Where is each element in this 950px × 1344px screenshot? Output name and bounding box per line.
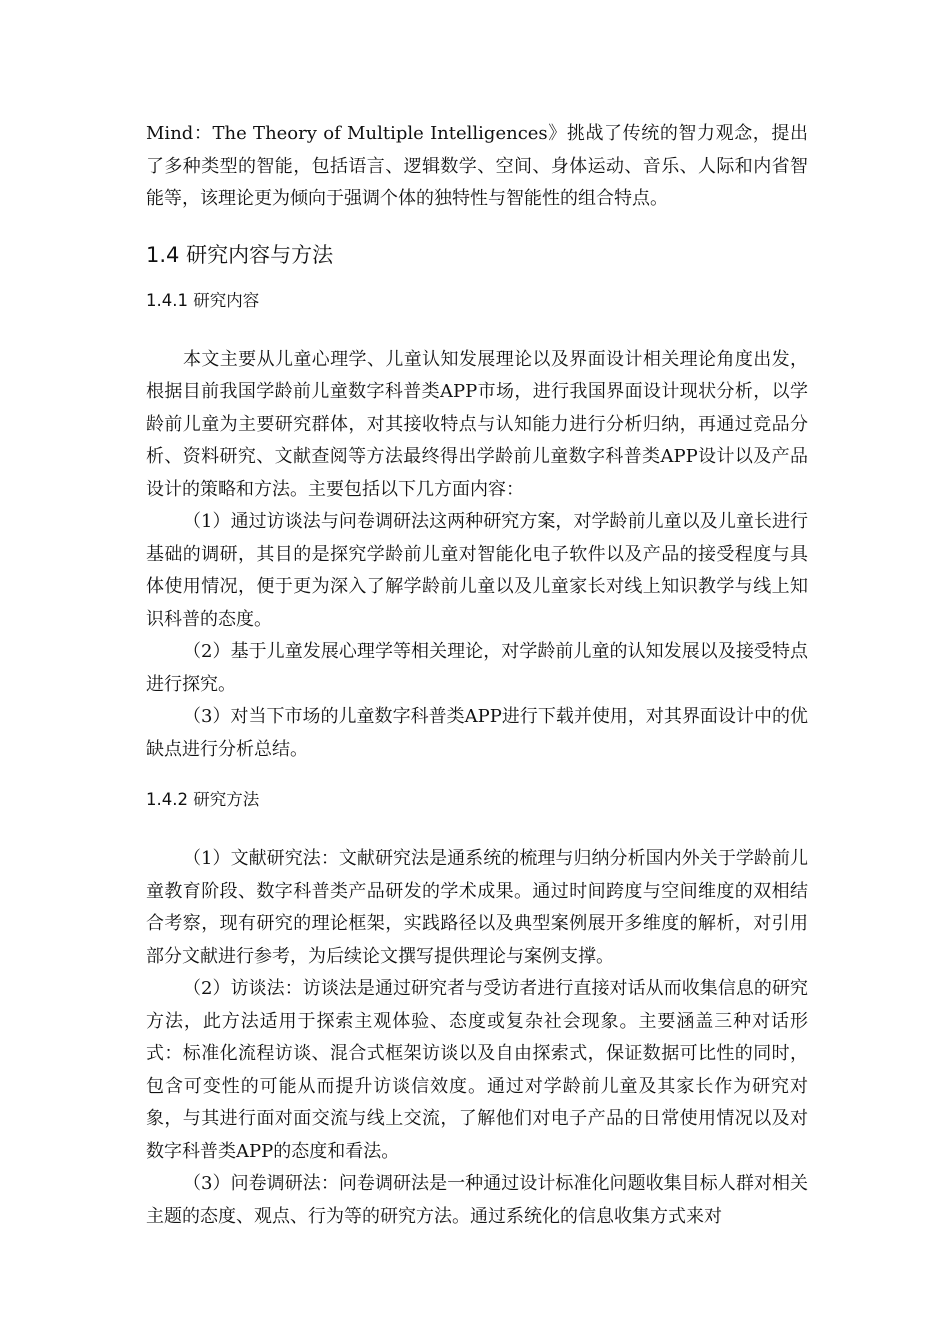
research-method-questionnaire: （3）问卷调研法：问卷调研法是一种通过设计标准化问题收集目标人群对相关主题的态度、观点、行为等的研究方法。通过系统化的信息收集方式来对 [146,1173,808,1227]
research-content-paragraph: 本文主要从儿童心理学、儿童认知发展理论以及界面设计相关理论角度出发，根据目前我国学龄前儿童数字科普类APP市场，进行我国界面设计现状分析，以学龄前儿童为主要研究群体，对其接收特点与认知能力进行分析归纳，再通过竞品分析、资料研究、文献查阅等方法最终得出学龄前儿童数字科普类APP设计以及产品设计的策略和方法。主要包括以下几方面内容： [146,348,808,500]
document-page [146,118,808,1233]
research-content-item-2: （2）基于儿童发展心理学等相关理论，对学龄前儿童的认知发展以及接受特点进行探究。 [146,641,808,695]
research-method-interview: （2）访谈法：访谈法是通过研究者与受访者进行直接对话从而收集信息的研究方法，此方法适用于探索主观体验、态度或复杂社会现象。主要涵盖三种对话形式：标准化流程访谈、混合式框架访谈以及自由探索式，保证数据可比性的同时，包含可变性的可能从而提升访谈信效度。通过对学龄前儿童及其家长作为研究对象，与其进行面对面交流与线上交流，了解他们对电子产品的日常使用情况以及对数字科普类APP的态度和看法。 [146,978,808,1162]
subsection-heading-1-4-2: 1.4.2 研究方法 [146,790,260,809]
section-heading-1-4: 1.4 研究内容与方法 [146,242,334,267]
intro-paragraph: Mind：The Theory of Multiple Intelligences》挑战了传统的智力观念，提出了多种类型的智能，包括语言、逻辑数学、空间、身体运动、音乐、人际和内省智能等，该理论更为倾向于强调个体的独特性与智能性的组合特点。 [146,123,808,209]
research-method-literature: （1）文献研究法：文献研究法是通系统的梳理与归纳分析国内外关于学龄前儿童教育阶段、数字科普类产品研发的学术成果。通过时间跨度与空间维度的双相结合考察，现有研究的理论框架，实践路径以及典型案例展开多维度的解析，对引用部分文献进行参考，为后续论文撰写提供理论与案例支撑。 [146,848,808,967]
subsection-heading-1-4-1: 1.4.1 研究内容 [146,290,260,310]
research-content-item-3: （3）对当下市场的儿童数字科普类APP进行下载并使用，对其界面设计中的优缺点进行分析总结。 [146,706,808,760]
research-content-item-1: （1）通过访谈法与问卷调研法这两种研究方案，对学龄前儿童以及儿童长进行基础的调研，其目的是探究学龄前儿童对智能化电子软件以及产品的接受程度与具体使用情况，便于更为深入了解学龄前儿童以及儿童家长对线上知识教学与线上知识科普的态度。 [146,511,808,630]
